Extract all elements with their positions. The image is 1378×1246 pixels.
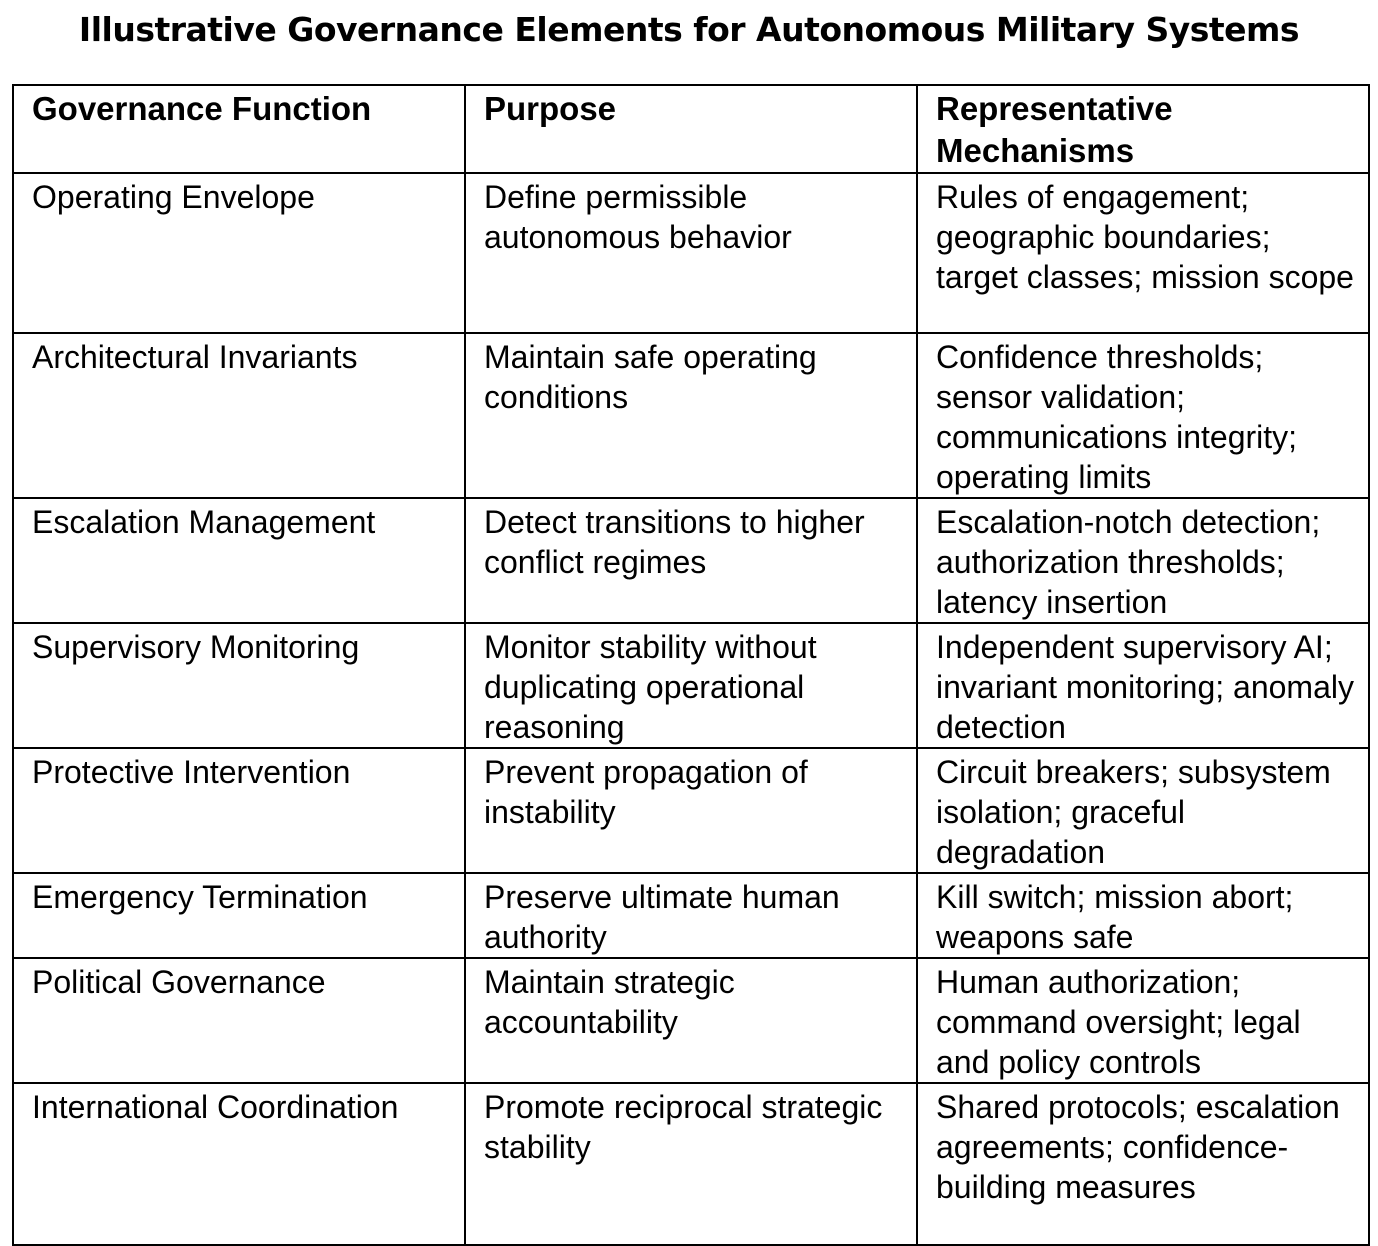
cell-purpose: Prevent propagation of instability — [465, 748, 917, 873]
cell-function: Architectural Invariants — [13, 333, 465, 498]
cell-mechanisms: Confidence thresholds; sensor validation; communications integrity; operating limits — [917, 333, 1369, 498]
cell-mechanisms: Independent supervisory AI; invariant monitoring; anomaly detection — [917, 623, 1369, 748]
cell-function: Political Governance — [13, 958, 465, 1083]
header-governance-function: Governance Function — [13, 85, 465, 173]
cell-mechanisms: Rules of engagement; geographic boundaries; target classes; mission scope — [917, 173, 1369, 333]
cell-purpose: Preserve ultimate human authority — [465, 873, 917, 958]
cell-function: Emergency Termination — [13, 873, 465, 958]
cell-purpose: Promote reciprocal strategic stability — [465, 1083, 917, 1245]
cell-mechanisms: Human authorization; command oversight; legal and policy controls — [917, 958, 1369, 1083]
cell-function: Protective Intervention — [13, 748, 465, 873]
header-purpose: Purpose — [465, 85, 917, 173]
cell-function: Escalation Management — [13, 498, 465, 623]
cell-purpose: Define permissible autonomous behavior — [465, 173, 917, 333]
table-body — [13, 173, 1369, 1245]
cell-function: International Coordination — [13, 1083, 465, 1245]
cell-function: Operating Envelope — [13, 173, 465, 333]
cell-function: Supervisory Monitoring — [13, 623, 465, 748]
governance-table — [12, 84, 1370, 1246]
header-row — [13, 85, 1369, 173]
header-representative-mechanisms: Representative Mechanisms — [917, 85, 1369, 173]
table-row — [13, 873, 1369, 958]
table-row — [13, 1083, 1369, 1245]
table-row — [13, 173, 1369, 333]
cell-purpose: Monitor stability without duplicating operational reasoning — [465, 623, 917, 748]
cell-mechanisms: Kill switch; mission abort; weapons safe — [917, 873, 1369, 958]
table-row — [13, 333, 1369, 498]
cell-mechanisms: Escalation-notch detection; authorization thresholds; latency insertion — [917, 498, 1369, 623]
table-row — [13, 498, 1369, 623]
table-row — [13, 748, 1369, 873]
cell-purpose: Maintain safe operating conditions — [465, 333, 917, 498]
table-row — [13, 623, 1369, 748]
cell-mechanisms: Shared protocols; escalation agreements; confidence-building measures — [917, 1083, 1369, 1245]
document-title: Illustrative Governance Elements for Autonomous Military Systems — [78, 10, 1300, 49]
cell-mechanisms: Circuit breakers; subsystem isolation; graceful degradation — [917, 748, 1369, 873]
cell-purpose: Maintain strategic accountability — [465, 958, 917, 1083]
table-header — [13, 85, 1369, 173]
cell-purpose: Detect transitions to higher conflict regimes — [465, 498, 917, 623]
table-row — [13, 958, 1369, 1083]
